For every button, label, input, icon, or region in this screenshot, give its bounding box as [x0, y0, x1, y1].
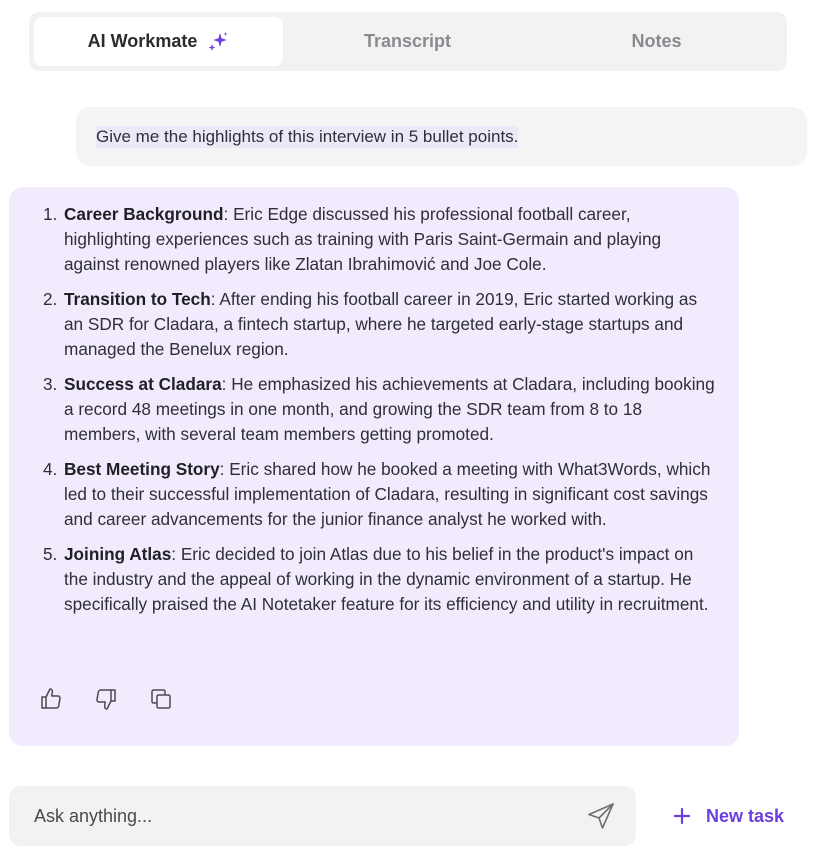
item-text: : After ending his football career in 2019, Eric started working as an SDR for Cladara, a fintech startup, where he targeted early-stage startups and managed the Benelux region.: [64, 289, 698, 359]
tab-ai-workmate[interactable]: [34, 17, 283, 66]
list-number: 1.: [43, 204, 58, 224]
thumbs-up-icon[interactable]: [39, 687, 63, 711]
new-task-label: New task: [706, 805, 785, 826]
list-item: [43, 372, 719, 447]
item-text: : Eric Edge discussed his professional football career, highlighting experiences such as training with Paris Saint-Germain and playing against renowned players like Zlatan Ibrahimović and Joe Cole.: [64, 204, 662, 274]
tab-label: AI Workmate: [87, 31, 198, 51]
list-number: 2.: [43, 289, 58, 309]
assistant-response-card: [9, 187, 739, 746]
highlights-list: [43, 202, 719, 617]
thumbs-down-icon[interactable]: [94, 687, 118, 711]
list-item: [43, 457, 719, 532]
list-number: 5.: [43, 544, 58, 564]
plus-icon: [672, 806, 692, 826]
list-number: 3.: [43, 374, 58, 394]
ask-input[interactable]: [34, 806, 586, 827]
list-item: [43, 287, 719, 362]
item-title: Career Background: [64, 204, 224, 224]
item-text: : He emphasized his achievements at Cladara, including booking a record 48 meetings in one month, and growing the SDR team from 8 to 18 members, with several team members getting promoted.: [64, 374, 715, 444]
tab-label: Notes: [631, 31, 682, 51]
new-task-button[interactable]: [672, 800, 784, 832]
list-item: [43, 542, 719, 617]
response-actions: [39, 687, 173, 711]
list-item: [43, 202, 719, 277]
tab-notes[interactable]: [532, 17, 781, 66]
item-text: : Eric shared how he booked a meeting with What3Words, which led to their successful implementation of Cladara, resulting in significant cost savings and career advancements for the junior finance analyst he worked with.: [64, 459, 711, 529]
list-number: 4.: [43, 459, 58, 479]
user-message-bubble: [76, 107, 807, 166]
copy-icon[interactable]: [149, 687, 173, 711]
item-text: : Eric decided to join Atlas due to his belief in the product's impact on the industry and the appeal of working in the dynamic environment of a startup. He specifically praised the AI Notetaker feature for its efficiency and utility in recruitment.: [64, 544, 709, 614]
sparkle-icon: [207, 31, 229, 53]
chat-composer: [9, 786, 636, 846]
item-title: Joining Atlas: [64, 544, 172, 564]
item-title: Transition to Tech: [64, 289, 211, 309]
tab-bar: [29, 12, 787, 71]
item-title: Success at Cladara: [64, 374, 222, 394]
item-title: Best Meeting Story: [64, 459, 220, 479]
tab-transcript[interactable]: [283, 17, 532, 66]
send-icon[interactable]: [586, 801, 616, 831]
user-message-text: Give me the highlights of this interview in 5 bullet points.: [96, 126, 519, 146]
tab-label: Transcript: [363, 31, 452, 51]
